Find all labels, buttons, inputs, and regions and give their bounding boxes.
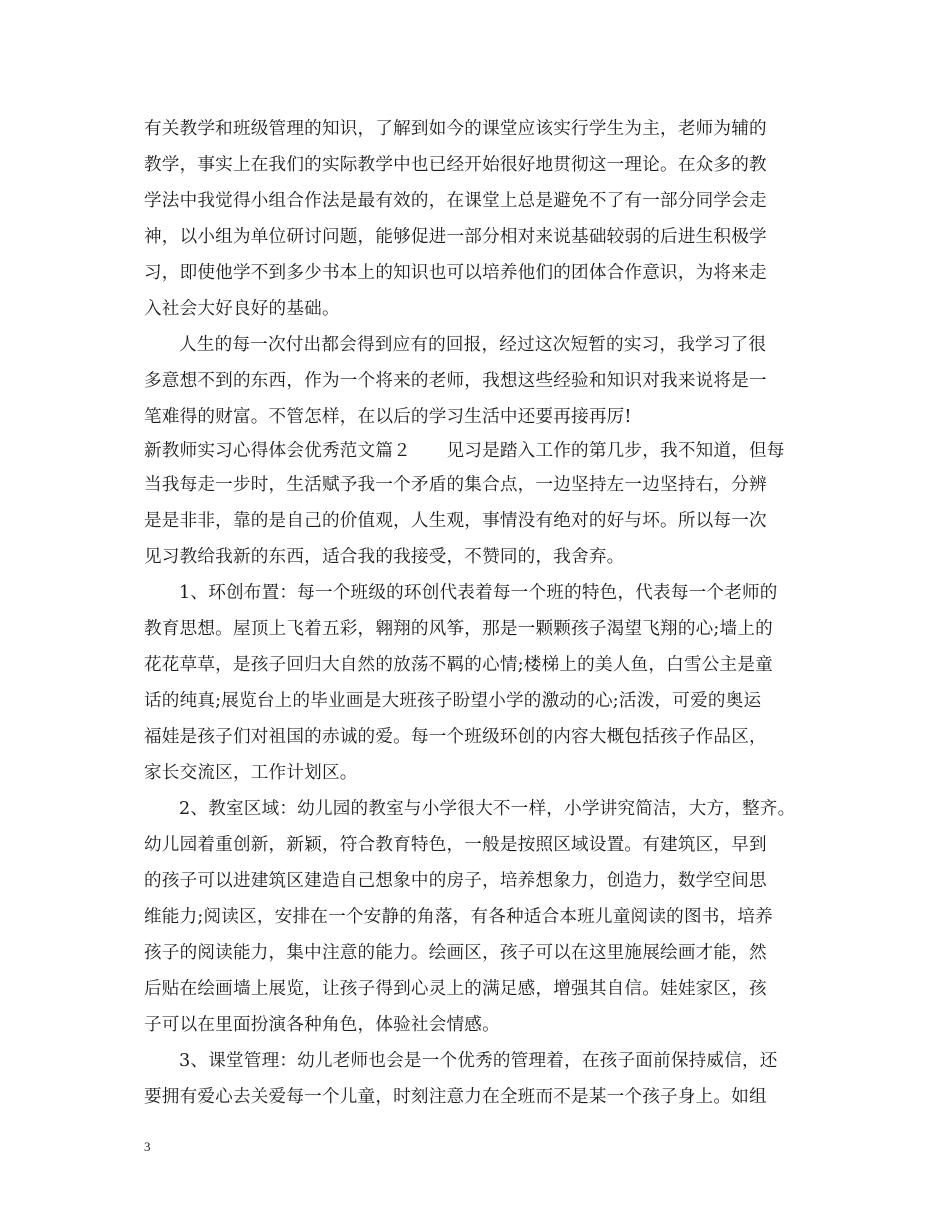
paragraph-start-line: 2、教室区域：幼儿园的教室与小学很大不一样，小学讲究简洁，大方，整齐。 bbox=[179, 799, 796, 819]
body-text-line: 教育思想。屋顶上飞着五彩，翱翔的风筝，那是一颗颗孩子渴望飞翔的心;墙上的 bbox=[144, 619, 773, 639]
page-number: 3 bbox=[144, 1139, 151, 1154]
body-text-line: 的孩子可以进建筑区建造自己想象中的房子，培养想象力，创造力，数学空间思 bbox=[144, 871, 767, 891]
body-text-line: 要拥有爱心去关爱每一个儿童，时刻注意力在全班而不是某一个孩子身上。如组 bbox=[144, 1087, 767, 1107]
paragraph-start-line: 3、课堂管理：幼儿老师也会是一个优秀的管理着，在孩子面前保持威信，还 bbox=[179, 1051, 778, 1071]
body-text-line: 家长交流区，工作计划区。 bbox=[144, 763, 358, 783]
body-text-line: 入社会大好良好的基础。 bbox=[144, 299, 340, 319]
body-text-line: 福娃是孩子们对祖国的赤诚的爱。每一个班级环创的内容大概包括孩子作品区， bbox=[144, 727, 767, 747]
body-text-line: 幼儿园着重创新，新颖，符合教育特色，一般是按照区域设置。有建筑区，早到 bbox=[144, 835, 767, 855]
body-text-line: 是是非非，靠的是自己的价值观，人生观，事情没有绝对的好与坏。所以每一次 bbox=[144, 511, 767, 531]
body-text-line: 花花草草，是孩子回归大自然的放荡不羁的心情;楼梯上的美人鱼，白雪公主是童 bbox=[144, 655, 773, 675]
body-text-line: 后贴在绘画墙上展览，让孩子得到心灵上的满足感，增强其自信。娃娃家区，孩 bbox=[144, 979, 767, 999]
body-text-line: 笔难得的财富。不管怎样，在以后的学习生活中还要再接再厉! bbox=[144, 407, 632, 427]
body-text-line: 子可以在里面扮演各种角色，体验社会情感。 bbox=[144, 1015, 500, 1035]
body-text-line: 教学，事实上在我们的实际教学中也已经开始很好地贯彻这一理论。在众多的教 bbox=[144, 155, 767, 175]
body-text-line: 见习教给我新的东西，适合我的我接受，不赞同的，我舍弃。 bbox=[144, 547, 625, 567]
body-text-line: 习，即使他学不到多少书本上的知识也可以培养他们的团体合作意识，为将来走 bbox=[144, 263, 767, 283]
body-text-line: 多意想不到的东西，作为一个将来的老师，我想这些经验和知识对我来说将是一 bbox=[144, 371, 767, 391]
body-text-line: 维能力;阅读区，安排在一个安静的角落，有各种适合本班儿童阅读的图书，培养 bbox=[144, 907, 773, 927]
body-text-line: 有关教学和班级管理的知识，了解到如今的课堂应该实行学生为主，老师为辅的 bbox=[144, 119, 767, 139]
body-text-line: 话的纯真;展览台上的毕业画是大班孩子盼望小学的激动的心;活泼，可爱的奥运 bbox=[144, 691, 762, 711]
body-text-line: 学法中我觉得小组合作法是最有效的，在课堂上总是避免不了有一部分同学会走 bbox=[144, 191, 767, 211]
paragraph-start-line: 人生的每一次付出都会得到应有的回报，经过这次短暂的实习，我学习了很 bbox=[179, 335, 767, 355]
body-text-line: 当我每走一步时，生活赋予我一个矛盾的集合点，一边坚持左一边坚持右，分辨 bbox=[144, 475, 767, 495]
section-heading-line: 新教师实习心得体会优秀范文篇２ 见习是踏入工作的第几步，我不知道，但每 bbox=[144, 441, 785, 461]
body-text-line: 孩子的阅读能力，集中注意的能力。绘画区，孩子可以在这里施展绘画才能，然 bbox=[144, 943, 767, 963]
body-text-line: 神，以小组为单位研讨问题，能够促进一部分相对来说基础较弱的后进生积极学 bbox=[144, 227, 767, 247]
paragraph-start-line: 1、环创布置：每一个班级的环创代表着每一个班的特色，代表每一个老师的 bbox=[179, 583, 778, 603]
